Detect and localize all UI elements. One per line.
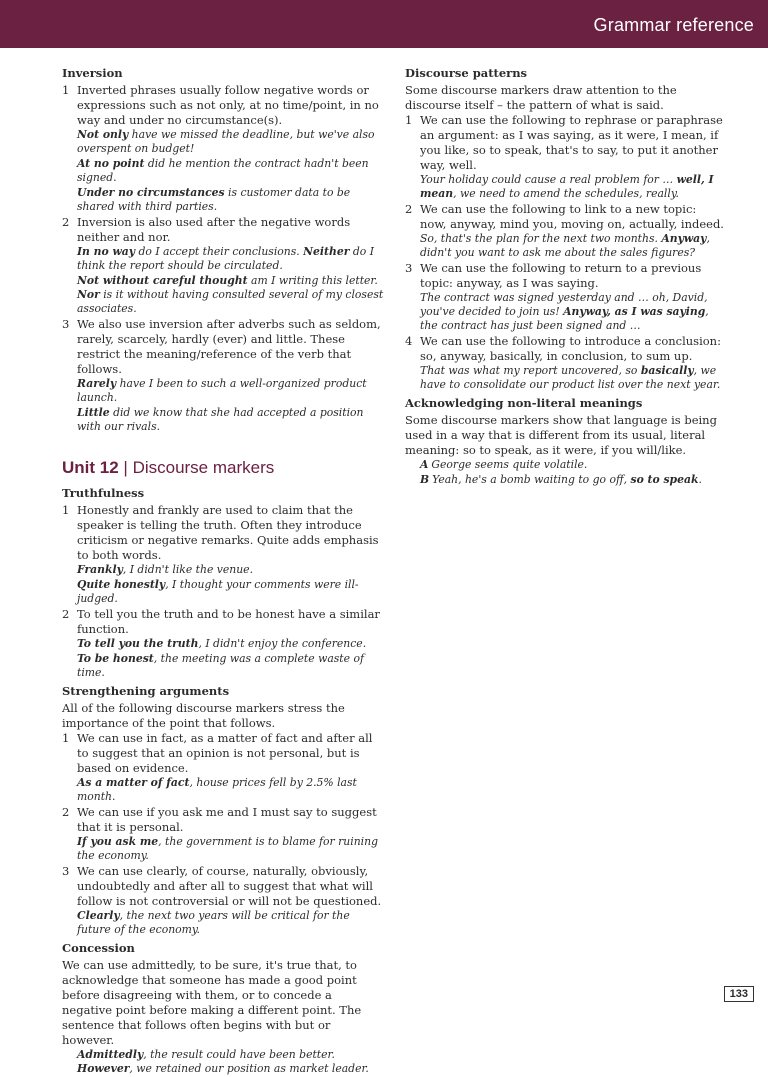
- truthfulness-example-1: Frankly, I didn't like the venue.: [77, 563, 254, 576]
- inversion-point-3: 3 We also use inversion after adverbs such as seldom, rarely, scarcely, hardly (ever) and little. These restrict the meaning/reference of the verb that follows.: [62, 317, 381, 376]
- left-column: [62, 66, 384, 1077]
- strengthening-example-3: Clearly, the next two years will be critical for the future of the economy.: [77, 909, 350, 936]
- discourse-patterns-heading: Discourse patterns: [405, 66, 528, 80]
- unit-number: Unit 12: [62, 458, 119, 477]
- inversion-example-6: Rarely have I been to such a well-organized product launch.: [77, 377, 367, 404]
- inversion-example-5: Not without careful thought am I writing this letter. Nor is it without having consulted several of my closest associates.: [77, 274, 384, 315]
- patterns-example-3: The contract was signed yesterday and … oh, David, you've decided to join us! Anyway, as I was saying, the contract has just been signed and …: [420, 291, 709, 332]
- patterns-point-1: 1 We can use the following to rephrase or paraphrase an argument: as I was saying, as it were, I mean, if you like, so to speak, that's to say, to put it another way, well.: [405, 113, 723, 172]
- header-title: Grammar reference: [593, 15, 754, 35]
- patterns-point-2: 2 We can use the following to link to a new topic: now, anyway, mind you, moving on, actually, indeed.: [405, 202, 724, 231]
- truthfulness-example-2: Quite honestly, I thought your comments were ill-judged.: [77, 578, 359, 605]
- strengthening-point-3: 3 We can use clearly, of course, naturally, obviously, undoubtedly and after all to suggest that what will follow is not controversial or will not be questioned.: [62, 864, 382, 908]
- patterns-example-4: That was what my report uncovered, so basically, we have to consolidate our product list over the next year.: [420, 364, 721, 391]
- inversion-example-1: Not only have we missed the deadline, but we've also overspent on budget!: [77, 128, 375, 155]
- concession-text: We can use admittedly, to be sure, it's true that, to acknowledge that someone has made a good point before disagreeing with them, or to concede a negative point before making a different point. The sentence that follows often begins with but or however.: [62, 958, 362, 1047]
- truthfulness-example-4: To be honest, the meeting was a complete waste of time.: [77, 652, 364, 679]
- patterns-point-4: 4 We can use the following to introduce a conclusion: so, anyway, basically, in conclusion, to sum up.: [405, 334, 721, 363]
- inversion-point-2: 2 Inversion is also used after the negative words neither and nor.: [62, 215, 351, 244]
- strengthening-example-1: As a matter of fact, house prices fell by 2.5% last month.: [77, 776, 357, 803]
- inversion-example-3: Under no circumstances is customer data to be shared with third parties.: [77, 186, 351, 213]
- inversion-point-1: 1 Inverted phrases usually follow negative words or expressions such as not only, at no time/point, in no way and under no circumstance(s).: [62, 83, 379, 127]
- truthfulness-point-2: 2 To tell you the truth and to be honest have a similar function.: [62, 607, 380, 636]
- concession-heading: Concession: [62, 941, 135, 955]
- non-literal-intro: Some discourse markers show that language is being used in a way that is different from its usual, literal meaning: so to speak, as it were, if you will/like.: [405, 413, 717, 457]
- non-literal-example-a: A George seems quite volatile.: [420, 458, 588, 471]
- inversion-example-4: In no way do I accept their conclusions. Neither do I think the report should be circulated.: [77, 245, 374, 272]
- discourse-patterns-intro: Some discourse markers draw attention to the discourse itself – the pattern of what is said.: [405, 83, 677, 112]
- unit-title: Discourse markers: [132, 458, 275, 477]
- non-literal-heading: Acknowledging non-literal meanings: [405, 396, 643, 410]
- truthfulness-point-1: 1 Honestly and frankly are used to claim that the speaker is telling the truth. Often they introduce criticism or negative remarks. Quite adds emphasis to both words.: [62, 503, 379, 562]
- strengthening-intro: All of the following discourse markers stress the importance of the point that follows.: [62, 701, 345, 730]
- inversion-example-2: At no point did he mention the contract hadn't been signed.: [77, 157, 369, 184]
- truthfulness-example-3: To tell you the truth, I didn't enjoy the conference.: [77, 637, 367, 650]
- non-literal-example-b: B Yeah, he's a bomb waiting to go off, so to speak.: [420, 473, 702, 486]
- strengthening-heading: Strengthening arguments: [62, 684, 230, 698]
- patterns-example-1: Your holiday could cause a real problem for … well, I mean, we need to amend the schedules, really.: [420, 173, 714, 200]
- right-column: [405, 66, 725, 488]
- patterns-point-3: 3 We can use the following to return to a previous topic: anyway, as I was saying.: [405, 261, 702, 290]
- strengthening-point-2: 2 We can use if you ask me and I must say to suggest that it is personal.: [62, 805, 377, 834]
- strengthening-example-2: If you ask me, the government is to blame for ruining the economy.: [77, 835, 378, 862]
- patterns-example-2: So, that's the plan for the next two months. Anyway, didn't you want to ask me about the sales figures?: [420, 232, 710, 259]
- concession-example-1: Admittedly, the result could have been better. However, we retained our position as market leader.: [77, 1048, 369, 1075]
- header-bar: [0, 0, 768, 48]
- inversion-heading: Inversion: [62, 66, 123, 80]
- truthfulness-heading: Truthfulness: [62, 486, 145, 500]
- strengthening-point-1: 1 We can use in fact, as a matter of fact and after all to suggest that an opinion is not personal, but is based on evidence.: [62, 731, 373, 775]
- inversion-example-7: Little did we know that she had accepted a position with our rivals.: [77, 406, 364, 433]
- unit-heading: Unit 12 | Discourse markers: [62, 458, 275, 477]
- page-number: 133: [724, 986, 754, 1002]
